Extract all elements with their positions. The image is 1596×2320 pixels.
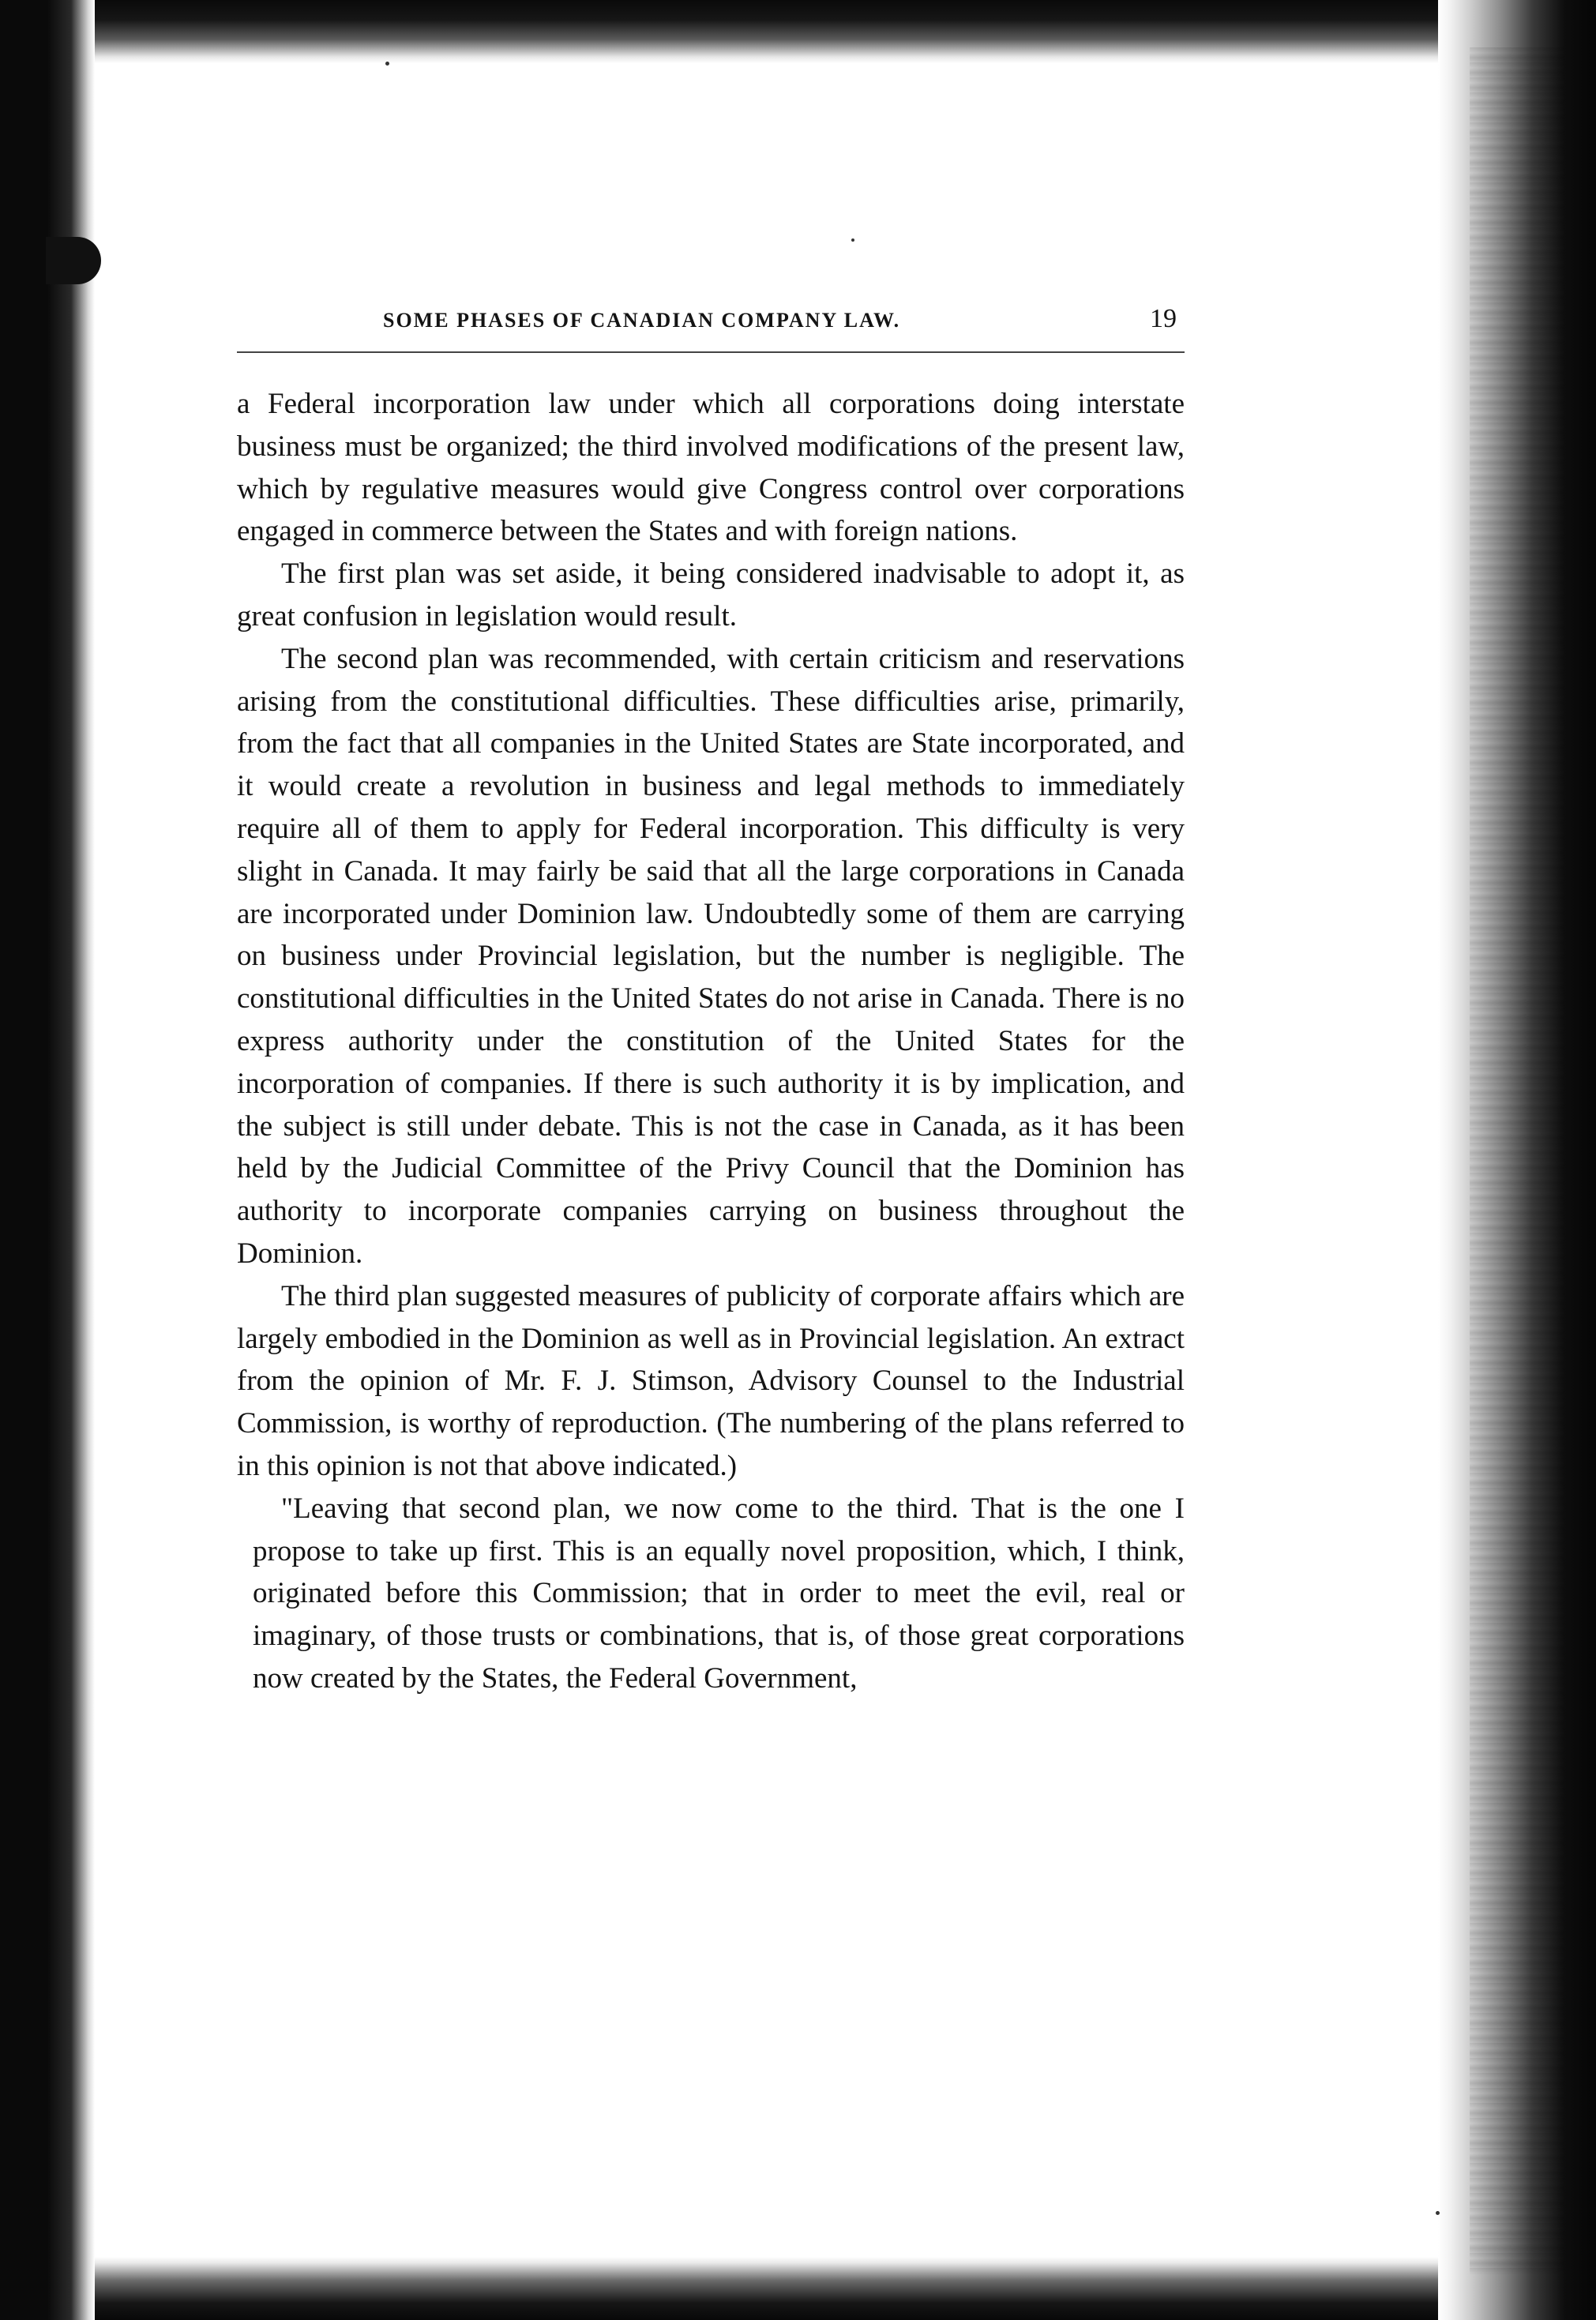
scan-border-left [0,0,95,2320]
scan-edge-noise [1470,47,1564,2274]
paragraph-3: The second plan was recommended, with certain criticism and reservations arising from the constitutional difficulties. These difficulties arise, primarily, from the fact that all companies in the United States are State incorporated, and it would create a revolution in business and legal methods to immediately require all of them to apply for Federal incorporation. This difficulty is very slight in Canada. It may fairly be said that all the large corporations in Canada are incorporated under Dominion law. Undoubtedly some of them are carrying on business under Provincial legislation, but the number is negligible. The constitutional difficulties in the United States do not arise in Canada. There is no express authority under the constitution of the United States for the incorporation of companies. If there is such authority it is by implication, and the subject is still under debate. This is not the case in Canada, as it has been held by the Judicial Committee of the Privy Council that the Dominion has authority to incorporate companies carrying on business throughout the Dominion. [237,642,1185,1270]
paragraph-4: The third plan suggested measures of publicity of corporate affairs which are largely embodied in the Dominion as well as in Provincial legislation. An extract from the opinion of Mr. F. J. Stimson, Advisory Counsel to the Industrial Commission, is worthy of reproduction. (The numbering of the plans referred to in this opinion is not that above indicated.) [237,1279,1185,1482]
body-text [237,383,1185,1700]
running-head [237,304,1185,353]
page-number: 19 [1150,304,1177,333]
scan-border-bottom [0,2257,1596,2320]
scan-speck [851,238,854,242]
scan-speck [385,62,389,66]
document-page [237,304,1185,1700]
scan-border-top [0,0,1596,63]
paragraph-2: The first plan was set aside, it being considered inadvisable to adopt it, as great confusion in legislation would result. [237,557,1185,633]
scan-tab-mark [46,237,101,284]
running-head-title: SOME PHASES OF CANADIAN COMPANY LAW. [383,309,901,332]
scan-speck [1436,2211,1440,2215]
paragraph-1: a Federal incorporation law under which all corporations doing interstate business must be organized; the third involved modifications of the present law, which by regulative measures would give Congress control over corporations engaged in commerce between the States and with foreign nations. [237,388,1185,548]
quoted-paragraph: "Leaving that second plan, we now come to the third. That is the one I propose to take up first. This is an equally novel proposition, which, I think, originated before this Commission; that in order to meet the evil, real or imaginary, of those trusts or combinations, that is, of those great corporations now created by the States, the Federal Government, [253,1492,1185,1695]
